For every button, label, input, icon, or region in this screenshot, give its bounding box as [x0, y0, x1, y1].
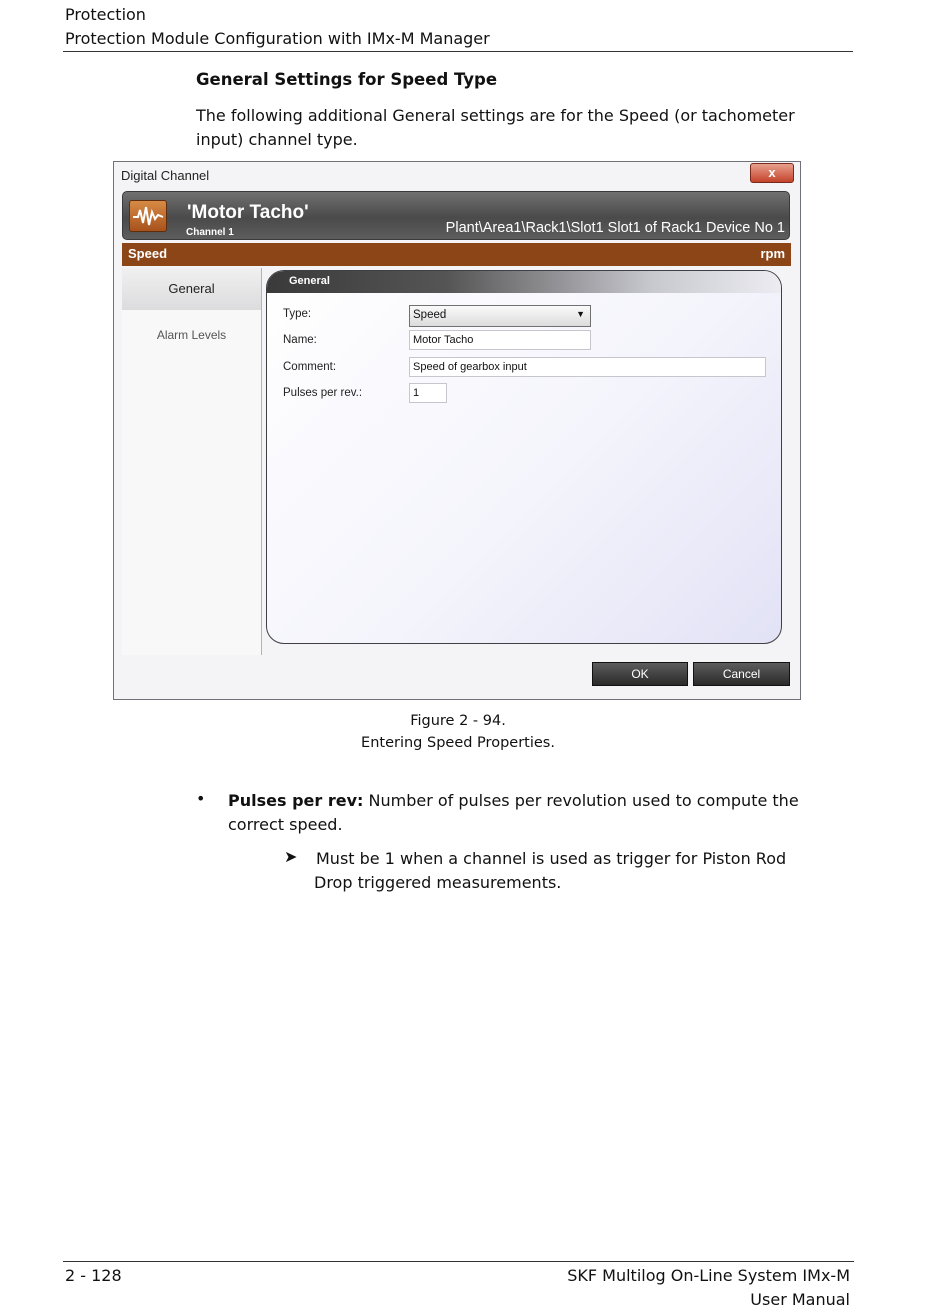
close-button[interactable]: x [750, 163, 794, 183]
type-select-value: Speed [413, 309, 447, 321]
nav-item-general[interactable]: General [122, 268, 261, 310]
page-number: 2 - 128 [65, 1266, 122, 1285]
header-chapter: Protection [65, 5, 146, 24]
intro-paragraph: The following additional General settings are for the Speed (or tachometer input) channel type. [196, 106, 795, 149]
footer-divider [63, 1261, 854, 1262]
section-title: General Settings for Speed Type [196, 70, 498, 89]
digital-channel-dialog [113, 161, 801, 700]
name-label: Name: [283, 334, 317, 346]
pulses-label: Pulses per rev.: [283, 387, 363, 399]
bullet-item [228, 789, 828, 837]
channel-name: 'Motor Tacho' [187, 202, 309, 223]
footer-product: SKF Multilog On-Line System IMx-M [567, 1266, 850, 1285]
figure-number: Figure 2 - 94. [410, 713, 506, 729]
name-input[interactable]: Motor Tacho [409, 330, 591, 350]
nav-item-alarm-levels[interactable]: Alarm Levels [156, 328, 227, 342]
measurement-type: Speed [128, 246, 168, 261]
comment-label: Comment: [283, 361, 337, 373]
type-label: Type: [283, 308, 312, 320]
panel-header [267, 271, 781, 293]
figure-caption: Entering Speed Properties. [361, 735, 555, 751]
channel-path: Plant\Area1\Rack1\Slot1 Slot1 of Rack1 Device No 1 [445, 220, 785, 236]
dialog-title: Digital Channel [121, 168, 210, 183]
header-section: Protection Module Configuration with IMx-M Manager [65, 29, 490, 48]
ok-button[interactable]: OK [592, 662, 688, 686]
measurement-bar [122, 243, 791, 266]
bullet-term: Pulses per rev: [228, 791, 364, 810]
arrow-bullet-icon: ➤ [284, 847, 298, 866]
cancel-button[interactable]: Cancel [693, 662, 790, 686]
measurement-unit: rpm [760, 246, 785, 261]
header-divider [63, 51, 853, 52]
general-panel [266, 270, 782, 644]
comment-input[interactable]: Speed of gearbox input [409, 357, 766, 377]
bullet-description: Number of pulses per revolution used to compute the correct speed. [228, 791, 799, 834]
type-select[interactable] [409, 305, 591, 327]
bullet-icon: • [196, 789, 206, 808]
panel-title: General [289, 275, 330, 287]
sub-bullet-item: Must be 1 when a channel is used as trigger for Piston Rod Drop triggered measurements. [314, 849, 787, 892]
nav-pane [122, 268, 262, 655]
waveform-icon [129, 200, 167, 232]
channel-number: Channel 1 [186, 227, 234, 238]
footer-doc: User Manual [750, 1290, 850, 1309]
channel-header [122, 191, 790, 240]
pulses-input[interactable]: 1 [409, 383, 447, 403]
chevron-down-icon: ▼ [576, 309, 585, 319]
